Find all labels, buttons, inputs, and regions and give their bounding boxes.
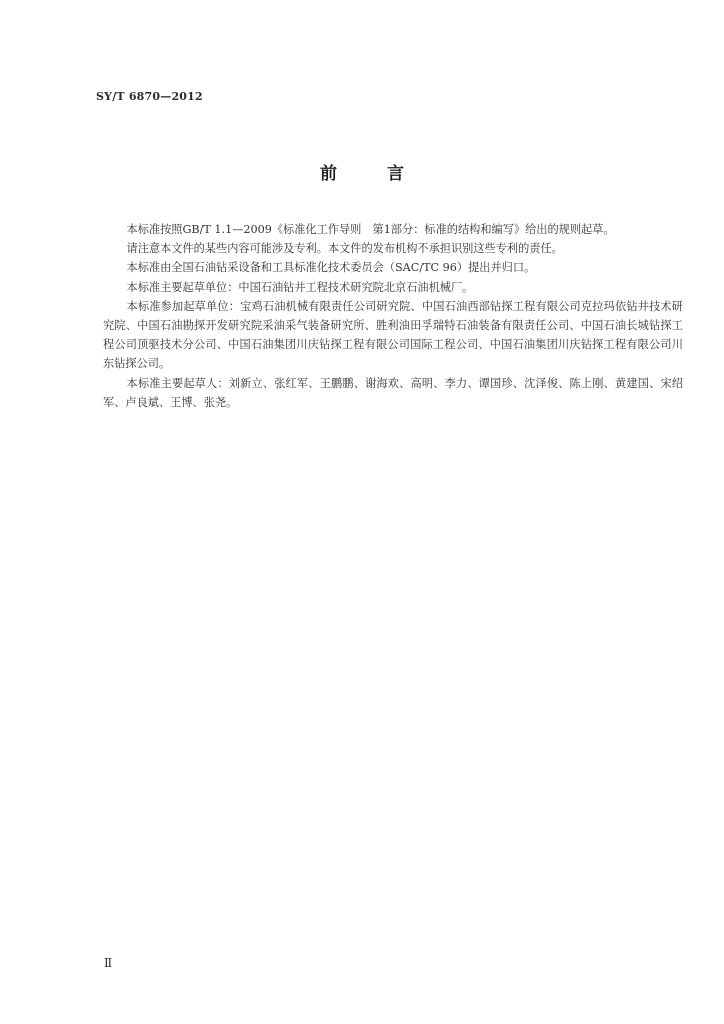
paragraph-proposed-by: 本标准由全国石油钻采设备和工具标准化技术委员会（SAC/TC 96）提出并归口。	[126, 261, 536, 275]
page-number: Ⅱ	[104, 956, 113, 970]
page-title: 前 言	[320, 164, 426, 184]
paragraph-main-drafting-unit: 本标准主要起草单位：中国石油钻井工程技术研究院北京石油机械厂。	[126, 280, 474, 294]
paragraph-participating-units: 本标准参加起草单位：宝鸡石油机械有限责任公司研究院、中国石油西部钻探工程有限公司克拉玛依钻井技术研究院、中国石油勘探开发研究院采油采气装备研究所、胜利油田孚瑞特石油装备有限责任公司、中国石油长城钻探工程公司顶驱技术分公司、中国石油集团川庆钻探工程有限公司国际工程公司、中国石油集团川庆钻探工程有限公司川东钻探公司。	[103, 299, 683, 371]
foreword-body	[103, 220, 683, 412]
paragraph-drafting-rules: 本标准按照GB/T 1.1—2009《标准化工作导则 第1部分：标准的结构和编写》给出的规则起草。	[126, 223, 615, 236]
paragraph-main-drafters: 本标准主要起草人：刘新立、张红军、王鹏鹏、谢海欢、高明、李力、谭国珍、沈泽俊、陈上刚、黄建国、宋绍军、卢良斌、王博、张尧。	[103, 376, 683, 409]
standard-code: SY/T 6870—2012	[96, 90, 203, 103]
paragraph-patent-notice: 请注意本文件的某些内容可能涉及专利。本文件的发布机构不承担识别这些专利的责任。	[126, 242, 563, 256]
